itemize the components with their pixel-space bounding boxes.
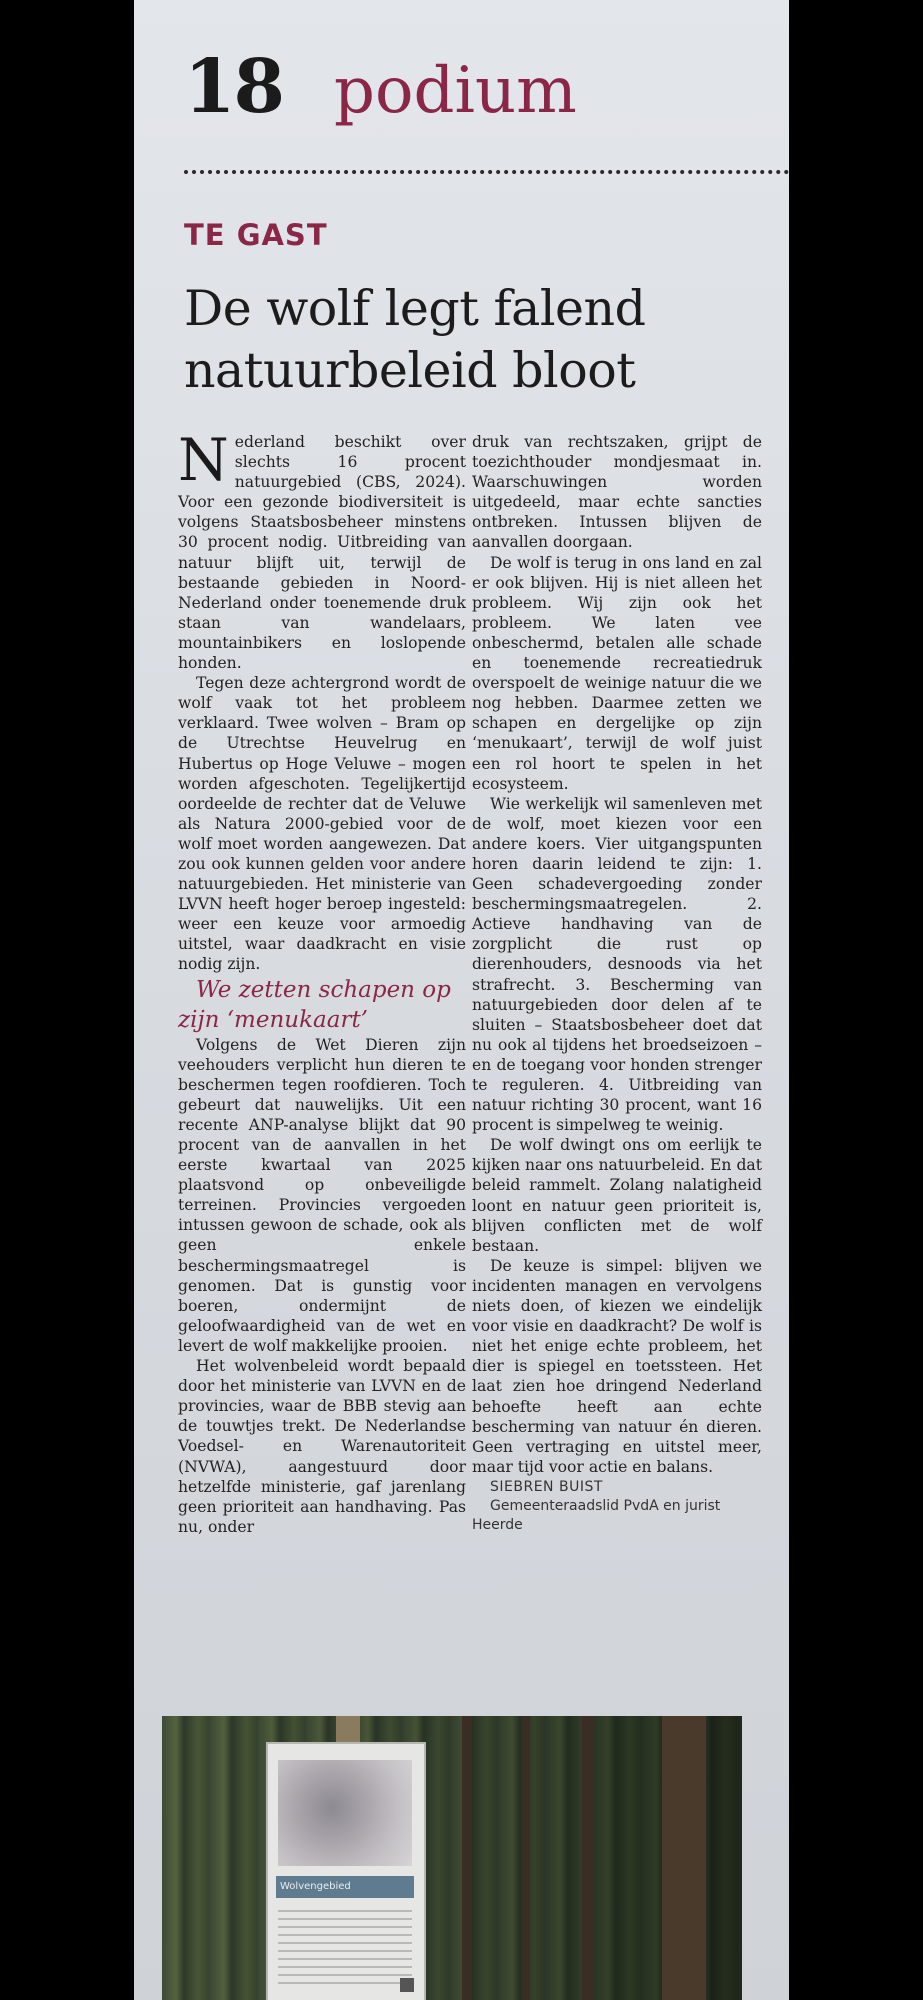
paragraph: Volgens de Wet Dieren zijn veehouders verplicht hun dieren te beschermen tegen roofdieren. Toch gebeurt dat nauwelijks. Uit een recente ANP-analyse blijkt dat 90 procent van de aanvallen in het eerste kwartaal van 2025 plaatsvond op onbeveiligde terreinen. Provincies vergoeden intussen gewoon de schade, ook als geen enkele beschermingsmaatregel is genomen. Dat is gunstig voor boeren, ondermijnt de geloofwaardigheid van de wet en levert de wolf makkelijke prooien.: [178, 1035, 466, 1355]
author-name: SIEBREN BUIST: [490, 1478, 603, 1495]
paragraph: Nederland beschikt over slechts 16 procent natuurgebied (CBS, 2024). Voor een gezonde biodiversiteit is volgens Staatsbosbeheer minstens 30 procent nodig. Uitbreiding van natuur blijft uit, terwijl de bestaande gebieden in Noord-Nederland onder toenemende druk staan van wandelaars, mountainbikers en loslopende honden.: [178, 426, 466, 673]
sign-label: Wolvengebied: [276, 1876, 414, 1898]
tree-trunk: [522, 1716, 530, 2000]
paragraph: Wie werkelijk wil samenleven met de wolf, moet kiezen voor een andere koers. Vier uitgangspunten horen daarin leidend te zijn: 1. Geen schadevergoeding zonder beschermingsmaatregelen. 2. Actieve handhaving van de zorgplicht die rust op dierenhouders, desnoods via het strafrecht. 3. Bescherming van natuurgebieden door delen af te sluiten – Staatsbosbeheer doet dat nu ook al tijdens het broedseizoen – en de toegang voor honden strenger te reguleren. 4. Uitbreiding van natuur richting 30 procent, want 16 procent is simpelweg te weinig.: [472, 794, 762, 1135]
author-role: Gemeenteraadslid PvdA en jurist Heerde: [472, 1497, 721, 1533]
paragraph: De keuze is simpel: blijven we incidenten managen en vervolgens niets doen, of kiezen we eindelijk voor visie en daadkracht? De wolf is niet het enige echte probleem, het dier is spiegel en toetssteen. Het laat zien hoe dringend Nederland behoefte heeft aan echte bescherming van natuur én dieren. Geen vertraging en uitstel meer, maar tijd voor actie en balans.: [472, 1256, 762, 1476]
paragraph: De wolf is terug in ons land en zal er ook blijven. Hij is niet alleen het probleem. Wij zijn ook het probleem. We laten vee onbeschermd, betalen alle schade en toenemende recreatiedruk overspoelt de weinige natuur die we nog hebben. Daarmee zetten we schapen en dergelijke op zijn ‘menukaart’, terwijl de wolf juist een rol hoort te spelen in het ecosysteem.: [472, 553, 762, 793]
article-column-right: [472, 432, 762, 1535]
tree-trunk: [582, 1716, 594, 2000]
tree-trunk: [662, 1716, 706, 2000]
information-sign: [266, 1742, 426, 2000]
page-number: 18: [184, 44, 283, 130]
paragraph: druk van rechtszaken, grijpt de toezichthouder mondjesmaat in. Waarschuwingen worden uitgedeeld, maar echte sancties ontbreken. Intussen blijven de aanvallen doorgaan.: [472, 433, 762, 552]
paragraph: Het wolvenbeleid wordt bepaald door het ministerie van LVVN en de provincies, waar de BBB stevig aan de touwtjes trekt. De Nederlandse Voedsel- en Warenautoriteit (NVWA), aangestuurd door hetzelfde ministerie, gaf jarenlang geen prioriteit aan handhaving. Pas nu, onder: [178, 1357, 466, 1536]
article-headline: De wolf legt falend natuurbeleid bloot: [184, 280, 646, 399]
section-name: podium: [334, 54, 577, 128]
header-divider: [184, 170, 789, 174]
article-column-left: [178, 426, 466, 1537]
pull-quote: We zetten schapen op zijn ‘menukaart’: [178, 976, 451, 1033]
tree-trunk: [462, 1716, 472, 2000]
sign-map-image: [278, 1760, 412, 1866]
paragraph: Tegen deze achtergrond wordt de wolf vaak tot het probleem verklaard. Twee wolven – Bram op de Utrechtse Heuvelrug en Hubertus op Hoge Veluwe – mogen worden afgeschoten. Tegelijkertijd oordeelde de rechter dat de Veluwe als Natura 2000-gebied voor de wolf moet worden aangewezen. Dat zou ook kunnen gelden voor andere natuurgebieden. Het ministerie van LVVN heeft hoger beroep ingesteld: weer een keuze voor armoedig uitstel, waar daadkracht en visie nodig zijn.: [178, 674, 466, 974]
newspaper-page: [134, 0, 789, 2000]
paragraph: De wolf dwingt ons om eerlijk te kijken naar ons natuurbeleid. En dat beleid rammelt. Zolang nalatigheid loont en natuur geen prioriteit is, blijven conflicten met de wolf bestaan.: [472, 1136, 762, 1255]
article-kicker: TE GAST: [184, 218, 328, 252]
article-photo: [162, 1716, 742, 2000]
sign-text-lines: [278, 1910, 412, 1990]
sign-logo-icon: [400, 1978, 414, 1992]
